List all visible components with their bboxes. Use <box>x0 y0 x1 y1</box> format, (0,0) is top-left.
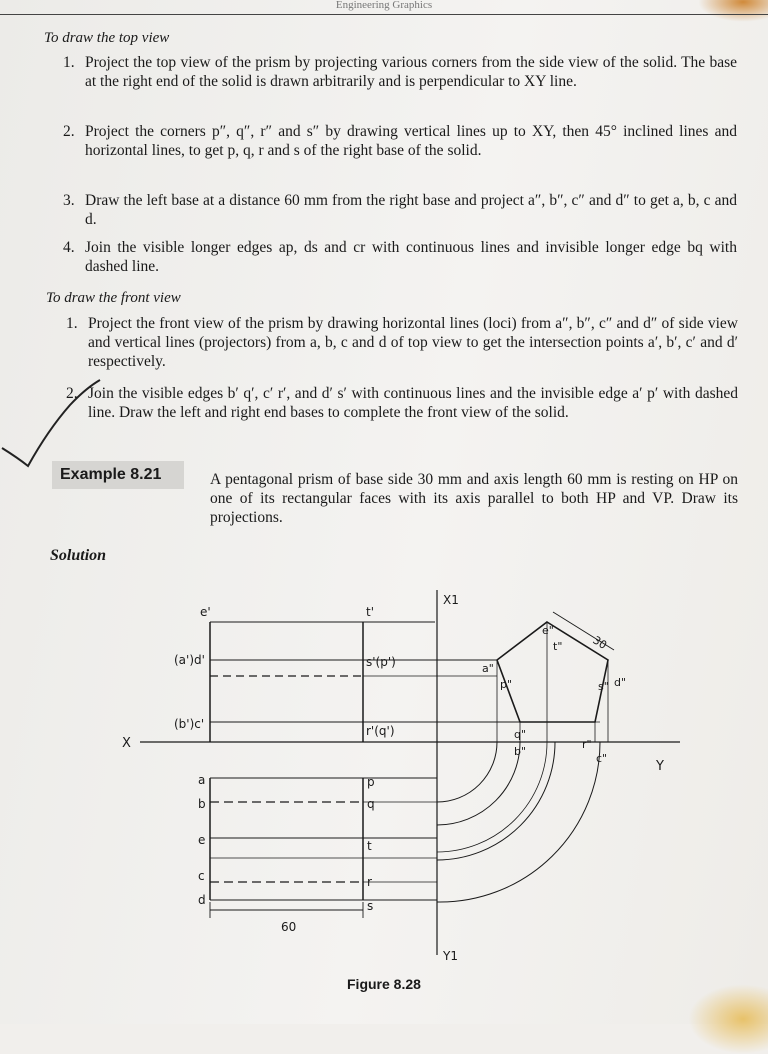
label-t-side: t" <box>553 640 563 653</box>
step-number: 1. <box>66 315 78 332</box>
label-a-top: a <box>198 773 206 787</box>
step-number: 2. <box>66 385 78 402</box>
label-x1: X1 <box>443 593 459 607</box>
top-view-step-3 <box>63 191 737 229</box>
label-d-top: d <box>198 893 206 907</box>
pen-checkmark <box>0 0 140 480</box>
front-view-step-2 <box>66 384 738 422</box>
label-p-side: p" <box>500 678 513 691</box>
top-view-heading: To draw the top view <box>44 30 170 46</box>
example-tag: Example 8.21 <box>52 461 184 489</box>
label-dim-60: 60 <box>281 920 297 934</box>
front-view-heading: To draw the front view <box>46 290 181 306</box>
figure-caption: Figure 8.28 <box>347 976 421 992</box>
label-q-top: q <box>367 797 375 811</box>
example-text: A pentagonal prism of base side 30 mm and axis length 60 mm is resting on HP on one of its rectangular faces with its axis parallel to both HP and VP. Draw its projections. <box>210 471 738 526</box>
label-e-side: e" <box>542 624 554 637</box>
label-b-side: b" <box>514 745 527 758</box>
step-text: Join the visible edges b′ q′, c′ r′, and d′ s′ with continuous lines and the invisible edge a′ p′ with dashed line. Draw the left and right end bases to complete the front view of the solid. <box>88 385 738 421</box>
label-c-side: c" <box>596 752 608 765</box>
solution-label: Solution <box>50 547 107 564</box>
label-t-front: t' <box>366 605 375 619</box>
label-sp-front: s'(p') <box>366 655 396 669</box>
label-ad-front: (a')d' <box>174 653 205 667</box>
label-r-top: r <box>367 875 372 889</box>
label-rq-front: r'(q') <box>366 724 395 738</box>
label-c-top: c <box>198 869 205 883</box>
top-view-step-1 <box>63 53 737 91</box>
step-text: Project the corners p″, q″, r″ and s″ by drawing vertical lines up to XY, then 45° inclined lines and horizontal lines, to get p, q, r and s of the right base of the solid. <box>85 123 737 159</box>
figure-8-28 <box>0 580 768 980</box>
label-q-side: q" <box>514 728 527 741</box>
label-b-top: b <box>198 797 206 811</box>
side-view-pentagon <box>497 622 608 722</box>
label-d-side: d" <box>614 676 627 689</box>
step-text: Project the top view of the prism by projecting various corners from the side view of the solid. The base at the right end of the solid is drawn arbitrarily and is perpendicular to XY line. <box>85 54 737 90</box>
top-view-step-4 <box>63 238 737 276</box>
step-text: Project the front view of the prism by drawing horizontal lines (loci) from a″, b″, c″ and d″ of side view and vertical lines (projectors) from a, b, c and d of top view to get the intersection points a′, b′, c′ and d′ respectively. <box>88 315 738 370</box>
step-number: 2. <box>63 123 75 140</box>
label-bc-front: (b')c' <box>174 717 205 731</box>
top-view-step-2 <box>63 122 737 160</box>
step-number: 3. <box>63 192 75 209</box>
running-header-title: Engineering Graphics <box>335 0 433 11</box>
label-s-side: s" <box>598 680 609 693</box>
label-a-side: a" <box>482 662 494 675</box>
label-e-front: e' <box>200 605 211 619</box>
label-y: Y <box>656 759 664 774</box>
step-number: 1. <box>63 54 75 71</box>
label-y1: Y1 <box>443 949 458 963</box>
page-corner-shadow <box>688 984 768 1054</box>
label-t-top: t <box>367 839 372 853</box>
step-number: 4. <box>63 239 75 256</box>
label-e-top: e <box>198 833 206 847</box>
label-dim-30: 30 <box>590 633 610 652</box>
front-view-step-1 <box>66 314 738 371</box>
label-r-side: r" <box>582 738 592 751</box>
label-p-top: p <box>367 775 375 789</box>
step-text: Join the visible longer edges ap, ds and cr with continuous lines and invisible longer edge bq with dashed line. <box>85 239 737 275</box>
label-s-top: s <box>367 899 374 913</box>
label-x: X <box>122 736 131 751</box>
step-text: Draw the left base at a distance 60 mm from the right base and project a″, b″, c″ and d″ to get a, b, c and d. <box>85 192 737 228</box>
